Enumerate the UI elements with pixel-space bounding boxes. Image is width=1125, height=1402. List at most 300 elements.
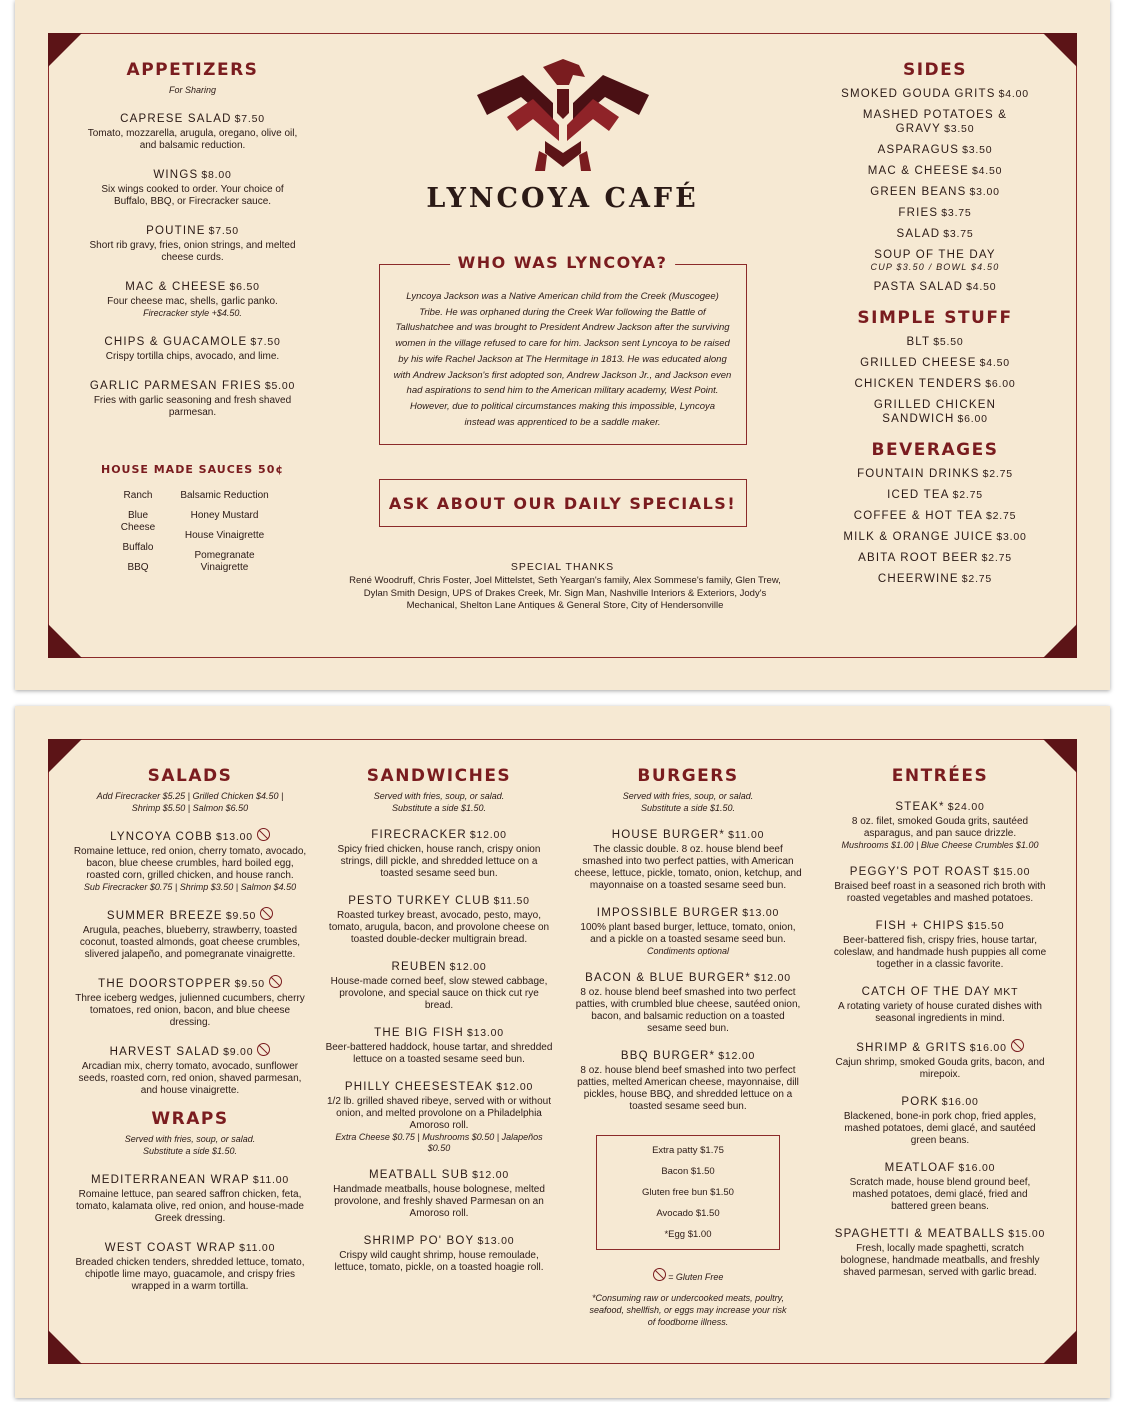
item-name: THE BIG FISH [374, 1027, 464, 1039]
menu-item-name [325, 960, 553, 974]
item-price: $9.50 [234, 978, 265, 990]
addon-item: *Egg $1.00 [664, 1229, 712, 1240]
section-title: SIMPLE STUFF [857, 308, 1013, 328]
menu-item [825, 488, 1045, 502]
item-name: PASTA SALAD [873, 281, 964, 293]
menu-item [825, 509, 1045, 523]
item-description: Handmade meatballs, house bolognese, melted provolone, and freshly shaved Parmesan on an Amoroso roll. [333, 1184, 545, 1219]
gluten-free-icon [269, 975, 282, 988]
item-note: CUP $3.50 / BOWL $4.50 [870, 262, 1000, 272]
item-price: $5.50 [933, 336, 964, 348]
item-price: $12.00 [469, 829, 507, 841]
item-description: A rotating variety of house curated dishes with seasonal ingredients in mind. [837, 1001, 1042, 1024]
item-price: $15.00 [993, 866, 1031, 878]
item-description: House-made corned beef, slow stewed cabbage, provolone, and special sauce on thick cut rye bread. [330, 976, 548, 1011]
sauce-item: Blue Cheese [120, 510, 156, 533]
item-description: Scratch made, house blend ground beef, mashed potatoes, demi glacé, fried and battered green beans. [849, 1177, 1031, 1212]
item-name: GRILLED CHEESE [860, 357, 977, 369]
story-box [379, 253, 747, 445]
menu-item [573, 971, 803, 1035]
menu-item [70, 1173, 310, 1225]
restaurant-name: LYNCOYA CAFÉ [426, 183, 699, 214]
item-price: $6.50 [229, 281, 260, 293]
item-price: $12.00 [449, 961, 487, 973]
item-name: CAPRESE SALAD [120, 113, 232, 125]
sauce-item: Buffalo [122, 542, 154, 553]
menu-item-name [85, 112, 300, 126]
daily-specials-banner [379, 479, 747, 527]
menu-page-back [15, 706, 1110, 1398]
menu-item-name [70, 907, 310, 923]
eagle-logo-icon [473, 55, 653, 173]
item-name: SMOKED GOUDA GRITS [841, 88, 996, 100]
item-name: PHILLY CHEESESTEAK [344, 1081, 494, 1093]
item-description: Fresh, locally made spaghetti, scratch bolognese, handmade meatballs, and freshly shaved parmesan, served with garlic bread. [840, 1243, 1040, 1278]
item-description: Blackened, bone-in pork chop, fried apples, mashed potatoes, demi glacé, and sautéed green beans. [843, 1111, 1037, 1146]
section-title: ENTRÉES [891, 766, 989, 786]
sauce-item: Balsamic Reduction [180, 490, 269, 501]
menu-item-name [573, 906, 803, 920]
item-description: 8 oz. house blend beef smashed into two perfect patties, with crumbled blue cheese, sautéed onion, bacon, and balsamic reduction on a toasted sesame seed bun. [575, 987, 801, 1034]
item-description: Short rib gravy, fries, onion strings, and melted cheese curds. [89, 240, 296, 263]
burgers-section [573, 766, 803, 1328]
menu-item [85, 168, 300, 208]
special-thanks-text: René Woodruff, Chris Foster, Joel Mittelstet, Seth Yeargan's family, Alex Sommese's family, Glen Trew, Dylan Smith Design, UPS of Drakes Creek, Mr. Sign Man, Nashville Interiors & Exteriors, Jody's Mechanical, Shelton Lane Antiques & General Store, City of Hendersonville [349, 575, 781, 612]
sauce-item: BBQ [127, 562, 149, 573]
item-name: MEATLOAF [884, 1162, 956, 1174]
menu-item-name [825, 87, 1045, 101]
item-price: $3.75 [943, 228, 974, 240]
section-title: APPETIZERS [126, 60, 259, 80]
menu-item-name [573, 971, 803, 985]
daily-specials-text: ASK ABOUT OUR DAILY SPECIALS! [388, 494, 737, 514]
menu-item [573, 1049, 803, 1113]
item-price: $15.50 [967, 920, 1005, 932]
addon-item: Bacon $1.50 [661, 1166, 715, 1177]
corner-ornament [1043, 624, 1077, 658]
menu-item-name [70, 828, 310, 844]
item-price: $3.50 [944, 123, 975, 135]
item-price: $3.50 [962, 144, 993, 156]
item-name: MAC & CHEESE [867, 165, 970, 177]
menu-item [825, 398, 1045, 426]
item-name: PORK [901, 1096, 939, 1108]
menu-item-name [825, 488, 1045, 502]
item-price: $8.00 [201, 169, 232, 181]
gluten-free-icon [257, 828, 270, 841]
item-name: FRIES [898, 207, 939, 219]
menu-item [833, 1039, 1047, 1081]
menu-item [833, 1095, 1047, 1147]
menu-item [825, 377, 1045, 391]
section-title: SIDES [902, 60, 968, 80]
menu-item [573, 828, 803, 892]
item-name: BBQ BURGER* [620, 1050, 716, 1062]
sauces-left-column [113, 490, 163, 582]
menu-item [70, 907, 310, 961]
menu-item-name [85, 224, 300, 238]
item-description: Arugula, peaches, blueberry, strawberry, toasted coconut, toasted almonds, goat cheese crumbles, slivered jalapeño, and pomegranate vinaigrette. [79, 925, 301, 960]
menu-item-name [833, 985, 1047, 999]
item-name: CHIPS & GUACAMOLE [104, 336, 248, 348]
item-name: BACON & BLUE BURGER* [585, 972, 751, 984]
section-subtitle: Add Firecracker $5.25 | Grilled Chicken $4.50 | Shrimp $5.50 | Salmon $6.50 [96, 791, 284, 813]
item-description: Fries with garlic seasoning and fresh shaved parmesan. [93, 395, 292, 418]
item-name: GRILLED CHICKEN SANDWICH [873, 399, 997, 425]
item-name: POUTINE [146, 225, 206, 237]
story-title: WHO WAS LYNCOYA? [457, 253, 668, 272]
section-subtitle: Served with fries, soup, or salad. Substitute a side $1.50. [373, 791, 505, 813]
item-note: Firecracker style +$4.50. [143, 308, 242, 318]
corner-ornament [1043, 33, 1077, 67]
salads-list [70, 828, 310, 1097]
item-name: SUMMER BREEZE [106, 910, 223, 922]
item-description: Romaine lettuce, red onion, cherry tomato, avocado, bacon, blue cheese crumbles, hard boiled egg, roasted corn, grilled chicken, and house ranch. [73, 846, 307, 881]
item-description: Crispy tortilla chips, avocado, and lime. [105, 351, 280, 362]
item-note: Condiments optional [646, 946, 730, 956]
menu-item [70, 975, 310, 1029]
item-description: Beer-battered haddock, house tartar, and shredded lettuce on a toasted sesame seed bun. [325, 1042, 553, 1065]
item-price: $4.50 [966, 281, 997, 293]
menu-item-name [825, 227, 1045, 241]
item-name: GARLIC PARMESAN FRIES [89, 380, 262, 392]
item-name: WINGS [153, 169, 199, 181]
item-price: $11.00 [252, 1174, 290, 1186]
item-price: $4.50 [979, 357, 1010, 369]
menu-item-name [833, 1161, 1047, 1175]
menu-item [85, 280, 300, 319]
section-title: SANDWICHES [366, 766, 512, 786]
item-price: $3.00 [996, 531, 1027, 543]
item-price: $2.75 [982, 468, 1013, 480]
item-price: $12.00 [472, 1169, 509, 1181]
item-description: Braised beef roast in a seasoned rich broth with roasted vegetables and mashed potatoes. [834, 881, 1046, 904]
gluten-free-icon [1011, 1039, 1024, 1052]
item-price: $12.00 [753, 972, 791, 984]
item-price: $11.50 [493, 895, 530, 907]
raw-food-disclaimer: *Consuming raw or undercooked meats, poultry, seafood, shellfish, or eggs may increase your risk of foodborne illness. [589, 1293, 787, 1327]
item-price: $12.00 [718, 1050, 756, 1062]
item-price: $16.00 [969, 1042, 1007, 1054]
item-price: $13.00 [742, 907, 780, 919]
menu-page-front [15, 0, 1110, 690]
menu-item-name [325, 828, 553, 842]
sandwiches-section [325, 766, 553, 1274]
item-name: MEATBALL SUB [369, 1169, 470, 1181]
item-name: MEDITERRANEAN WRAP [90, 1174, 250, 1186]
item-note: Sub Firecracker $0.75 | Shrimp $3.50 | Salmon $4.50 [83, 882, 297, 892]
special-thanks-title: SPECIAL THANKS [510, 561, 615, 574]
menu-item-name [825, 551, 1045, 565]
item-description: 100% plant based burger, lettuce, tomato, onion, and a pickle on a toasted sesame seed bun. [580, 922, 796, 945]
item-description: 8 oz. filet, smoked Gouda grits, sautéed asparagus, and pan sauce drizzle. [851, 816, 1029, 839]
menu-item-name [325, 1080, 553, 1094]
burgers-list [573, 828, 803, 1113]
corner-ornament [48, 33, 82, 67]
item-name: HOUSE BURGER* [611, 829, 726, 841]
menu-item-name [833, 800, 1047, 814]
item-note: Extra Cheese $0.75 | Mushrooms $0.50 | Jalapeños $0.50 [335, 1132, 543, 1153]
menu-item [833, 1161, 1047, 1213]
item-description: Romaine lettuce, pan seared saffron chicken, feta, tomato, kalamata olive, red onion, and house-made Greek dressing. [76, 1189, 304, 1224]
item-description: Arcadian mix, cherry tomato, avocado, sunflower seeds, roasted corn, red onion, shaved parmesan, and house vinaigrette. [78, 1061, 302, 1096]
wraps-list [70, 1173, 310, 1293]
menu-item [825, 530, 1045, 544]
item-name: IMPOSSIBLE BURGER [596, 907, 740, 919]
menu-item [825, 87, 1045, 101]
menu-item [825, 248, 1045, 273]
item-name: CHICKEN TENDERS [854, 378, 983, 390]
item-name: HARVEST SALAD [109, 1046, 221, 1058]
corner-ornament [1043, 1330, 1077, 1364]
menu-item-name [85, 280, 300, 294]
item-name: CHEERWINE [877, 573, 959, 585]
item-price: $5.00 [264, 380, 296, 392]
menu-item [325, 1168, 553, 1220]
menu-item [325, 894, 553, 946]
section-title: SALADS [147, 766, 233, 786]
menu-item-name [825, 185, 1045, 199]
item-price: MKT [993, 986, 1019, 998]
item-price: $9.50 [225, 910, 257, 922]
gluten-free-legend: = Gluten Free [573, 1268, 803, 1282]
corner-ornament [48, 1330, 82, 1364]
menu-item-name [825, 509, 1045, 523]
addon-item: Extra patty $1.75 [652, 1145, 724, 1156]
entrees-list [833, 800, 1047, 1279]
item-name: FIRECRACKER [371, 829, 467, 841]
item-price: $7.50 [234, 113, 265, 125]
appetizer-list [85, 112, 300, 419]
item-price: $9.00 [223, 1046, 254, 1058]
item-description: Tomato, mozzarella, arugula, oregano, olive oil, and balsamic reduction. [87, 128, 298, 151]
addon-item: Avocado $1.50 [656, 1208, 720, 1219]
sauces-block [85, 463, 300, 582]
menu-item [325, 960, 553, 1012]
item-price: $16.00 [941, 1096, 979, 1108]
sauces-right-column [177, 490, 272, 582]
gluten-free-icon [257, 1043, 270, 1056]
item-name: BLT [906, 336, 931, 348]
menu-item [825, 164, 1045, 178]
item-price: $13.00 [466, 1027, 504, 1039]
item-name: STEAK* [895, 801, 945, 813]
menu-item-name [825, 467, 1045, 481]
section-title: BURGERS [637, 766, 739, 786]
item-price: $7.50 [208, 225, 239, 237]
menu-item [833, 800, 1047, 851]
burger-addons-box [596, 1135, 780, 1250]
menu-item [825, 551, 1045, 565]
menu-item-name [825, 206, 1045, 220]
sauces-list [85, 490, 300, 582]
item-name: ABITA ROOT BEER [858, 552, 979, 564]
addon-item: Gluten free bun $1.50 [642, 1187, 734, 1198]
section-title: WRAPS [151, 1109, 229, 1129]
menu-item-name [70, 1241, 310, 1255]
sauces-title: HOUSE MADE SAUCES 50¢ [100, 463, 285, 476]
menu-item [85, 335, 300, 363]
menu-item [70, 1043, 310, 1097]
appetizers-section [85, 60, 300, 582]
sandwiches-list [325, 828, 553, 1274]
item-name: COFFEE & HOT TEA [853, 510, 984, 522]
item-name: WEST COAST WRAP [104, 1242, 237, 1254]
menu-item [825, 185, 1045, 199]
item-description: Cajun shrimp, smoked Gouda grits, bacon, and mirepoix. [835, 1057, 1045, 1080]
item-price: $13.00 [477, 1235, 515, 1247]
item-price: $6.00 [957, 413, 988, 425]
menu-item [825, 143, 1045, 157]
item-name: SPAGHETTI & MEATBALLS [834, 1228, 1006, 1240]
item-price: $2.75 [961, 573, 993, 585]
sauce-item: Ranch [123, 490, 153, 501]
menu-item-name [85, 335, 300, 349]
menu-item [825, 467, 1045, 481]
story-text: Lyncoya Jackson was a Native American child from the Creek (Muscogee) Tribe. He was orphaned during the Creek War following the Battle of Tallushatchee and was brought to President Andrew Jackson after the surviving women in the village refused to care for him. Jackson sent Lyncoya to be raised by his wife Rachel Jackson at The Hermitage in 1813. He was educated along with Andrew Jackson's first adopted son, Andrew Jackson Jr., and Jackson even had aspirations to send him to the American military academy, West Point. However, due to political circumstances making this impossible, Lyncoya instead was apprenticed to be a saddle maker. [393, 291, 732, 428]
menu-item [573, 906, 803, 957]
item-price: $16.00 [958, 1162, 996, 1174]
section-subtitle: Served with fries, soup, or salad. Substitute a side $1.50. [124, 1134, 256, 1156]
item-name: SOUP OF THE DAY [874, 249, 996, 261]
menu-item-name [85, 168, 300, 182]
menu-item-name [70, 1173, 310, 1187]
item-description: Spicy fried chicken, house ranch, crispy onion strings, dill pickle, and shredded lettuce on a toasted sesame seed bun. [337, 844, 541, 879]
section-subtitle: Served with fries, soup, or salad. Substitute a side $1.50. [622, 791, 754, 813]
gluten-free-icon [260, 907, 273, 920]
item-name: ASPARAGUS [877, 144, 960, 156]
item-name: PEGGY'S POT ROAST [849, 866, 991, 878]
item-price: $11.00 [728, 829, 765, 841]
item-name: ICED TEA [887, 489, 950, 501]
simple-stuff-list [825, 335, 1045, 426]
item-description: Roasted turkey breast, avocado, pesto, mayo, tomato, arugula, bacon, and provolone cheese on toasted double-decker multigrain bread. [328, 910, 550, 945]
menu-item [825, 335, 1045, 349]
center-section [345, 55, 780, 613]
menu-item-name [833, 1039, 1047, 1055]
menu-item [85, 224, 300, 264]
menu-item [325, 828, 553, 880]
menu-item [825, 572, 1045, 586]
item-price: $7.50 [250, 336, 281, 348]
menu-item-name [825, 572, 1045, 586]
beverages-list [825, 467, 1045, 586]
item-description: 8 oz. house blend beef smashed into two perfect patties, melted American cheese, mayonnaise, dill pickles, house BBQ, and shredded lettuce on a toasted sesame seed bun. [577, 1065, 799, 1112]
menu-item-name [825, 398, 1045, 426]
item-name: MASHED POTATOES & GRAVY [862, 109, 1008, 135]
menu-item [825, 280, 1045, 294]
item-name: LYNCOYA COBB [110, 831, 213, 843]
menu-item-name [825, 377, 1045, 391]
menu-item [325, 1080, 553, 1154]
menu-item-name [325, 1026, 553, 1040]
item-price: $4.00 [998, 88, 1029, 100]
menu-item [825, 206, 1045, 220]
menu-item [833, 1227, 1047, 1279]
item-price: $15.00 [1008, 1228, 1046, 1240]
menu-item [70, 1241, 310, 1293]
entrees-section [833, 766, 1047, 1279]
menu-item-name [825, 335, 1045, 349]
gluten-free-icon [653, 1268, 666, 1281]
item-description: Six wings cooked to order. Your choice of Buffalo, BBQ, or Firecracker sauce. [101, 184, 284, 207]
menu-item-name [325, 1168, 553, 1182]
item-name: SALAD [896, 228, 941, 240]
section-title: BEVERAGES [871, 440, 999, 460]
menu-item-name [825, 280, 1045, 294]
item-name: MILK & ORANGE JUICE [843, 531, 994, 543]
item-price: $2.75 [952, 489, 983, 501]
menu-item [825, 108, 1045, 136]
item-note: Mushrooms $1.00 | Blue Cheese Crumbles $1.00 [841, 840, 1039, 850]
item-price: $11.00 [239, 1242, 276, 1254]
menu-item-name [825, 248, 1045, 262]
item-name: CATCH OF THE DAY [861, 986, 991, 998]
item-description: The classic double. 8 oz. house blend beef smashed into two perfect patties, with American cheese, lettuce, pickle, tomato, onion, ketchup, and mayonnaise on a toasted sesame seed bun. [574, 844, 802, 891]
salads-section [70, 766, 310, 1293]
item-price: $2.75 [986, 510, 1017, 522]
item-description: Breaded chicken tenders, shredded lettuce, tomato, chipotle lime mayo, guacamole, and crispy fries wrapped in a warm tortilla. [75, 1257, 305, 1292]
menu-item [70, 828, 310, 893]
item-price: $3.75 [941, 207, 972, 219]
item-price: $3.00 [969, 186, 1000, 198]
sauce-item: Honey Mustard [190, 510, 259, 521]
menu-item-name [833, 919, 1047, 933]
menu-item-name [825, 143, 1045, 157]
menu-item [833, 865, 1047, 905]
menu-item [825, 227, 1045, 241]
item-description: Beer-battered fish, crispy fries, house tartar, coleslaw, and handmade hush puppies all come together in a classic favorite. [833, 935, 1047, 970]
item-name: GREEN BEANS [870, 186, 967, 198]
menu-item-name [833, 1095, 1047, 1109]
item-price: $24.00 [947, 801, 985, 813]
item-name: FISH + CHIPS [875, 920, 965, 932]
item-name: MAC & CHEESE [125, 281, 227, 293]
item-description: Three iceberg wedges, julienned cucumbers, cherry tomatoes, red onion, bacon, and blue cheese dressing. [75, 993, 305, 1028]
menu-item [325, 1234, 553, 1274]
menu-item-name [833, 1227, 1047, 1241]
menu-item [325, 1026, 553, 1066]
sauce-item: Pomegranate Vinaigrette [194, 550, 255, 573]
corner-ornament [48, 624, 82, 658]
menu-item [85, 112, 300, 152]
item-name: SHRIMP PO' BOY [363, 1235, 475, 1247]
sides-section [825, 60, 1045, 586]
menu-item-name [325, 1234, 553, 1248]
menu-item-name [825, 164, 1045, 178]
menu-item-name [825, 530, 1045, 544]
sides-list [825, 87, 1045, 294]
item-name: THE DOORSTOPPER [98, 978, 232, 990]
section-subtitle: For Sharing [168, 85, 217, 95]
corner-ornament [1043, 739, 1077, 773]
menu-item-name [573, 828, 803, 842]
menu-item-name [825, 356, 1045, 370]
item-description: Four cheese mac, shells, garlic panko. [107, 296, 278, 307]
item-price: $6.00 [985, 378, 1016, 390]
menu-item-name [825, 108, 1045, 136]
menu-item-name [325, 894, 553, 908]
item-price: $2.75 [981, 552, 1012, 564]
menu-item-name [70, 1043, 310, 1059]
menu-item [833, 985, 1047, 1025]
addons-list [597, 1140, 779, 1245]
sauce-item: House Vinaigrette [184, 530, 265, 541]
menu-item-name [70, 975, 310, 991]
menu-item [85, 379, 300, 419]
item-name: PESTO TURKEY CLUB [348, 895, 491, 907]
item-price: $4.50 [972, 165, 1003, 177]
